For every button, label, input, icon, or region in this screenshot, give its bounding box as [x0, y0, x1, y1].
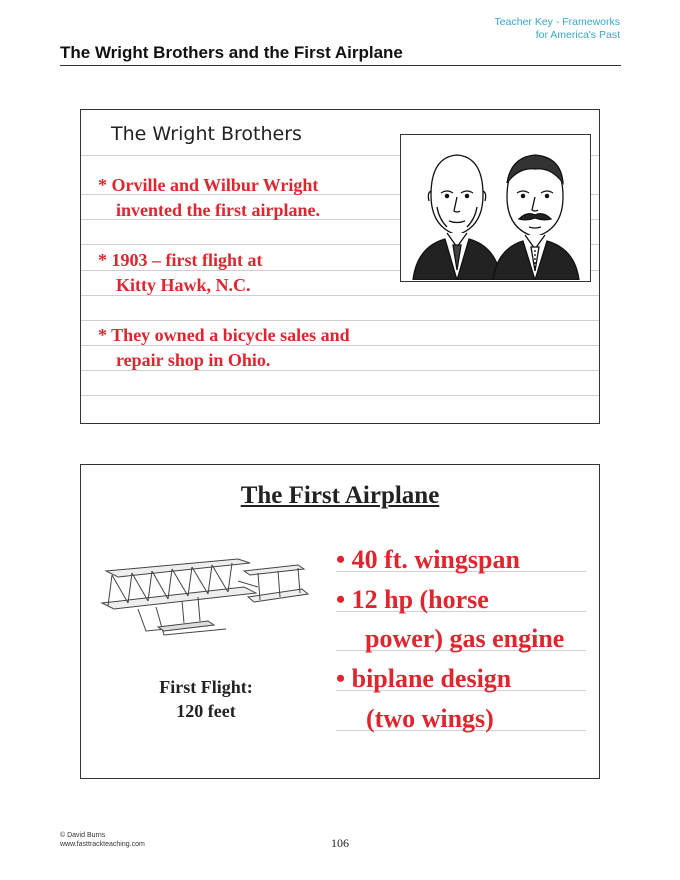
first-airplane-slide [80, 464, 600, 779]
first-flight-label: First Flight: [159, 677, 253, 697]
fact-wingspan: • 40 ft. wingspan [336, 545, 520, 574]
teacher-key-line1: Teacher Key - Frameworks [494, 16, 620, 28]
fact-two-wings: (two wings) [366, 704, 494, 733]
teacher-key-label [495, 16, 620, 42]
bullet-line: invented the first airplane. [116, 200, 320, 220]
bullet-line: repair shop in Ohio. [116, 350, 271, 370]
wright-brothers-slide [80, 109, 600, 424]
fact-horsepower: • 12 hp (horse [336, 585, 489, 614]
notebook-rule [81, 395, 599, 396]
page-title: The Wright Brothers and the First Airplane [60, 43, 403, 62]
bullet-line: * They owned a bicycle sales and [98, 325, 350, 345]
bullet-inventors [98, 173, 320, 223]
footer-credit [60, 831, 145, 849]
fact-biplane: • biplane design [336, 664, 512, 693]
bullet-bicycle-shop [98, 323, 350, 373]
notebook-rule [81, 320, 599, 321]
teacher-key-line2: for America's Past [535, 29, 620, 41]
wright-brothers-heading: The Wright Brothers [111, 123, 302, 145]
bullet-line: * 1903 – first flight at [98, 250, 263, 270]
fact-gas-engine: power) gas engine [365, 624, 565, 653]
first-flight-distance: 120 feet [176, 701, 236, 721]
bullet-line: Kitty Hawk, N.C. [116, 275, 251, 295]
first-airplane-heading: The First Airplane [240, 482, 440, 509]
bullet-first-flight [98, 248, 262, 298]
page-number: 106 [331, 836, 349, 850]
wright-flyer-illustration [98, 551, 310, 651]
bullet-line: * Orville and Wilbur Wright [98, 175, 319, 195]
wright-brothers-portrait [400, 134, 591, 282]
copyright: © David Burns [60, 832, 106, 839]
website-link: www.fasttrackteaching.com [60, 841, 145, 848]
title-underline [60, 65, 621, 66]
